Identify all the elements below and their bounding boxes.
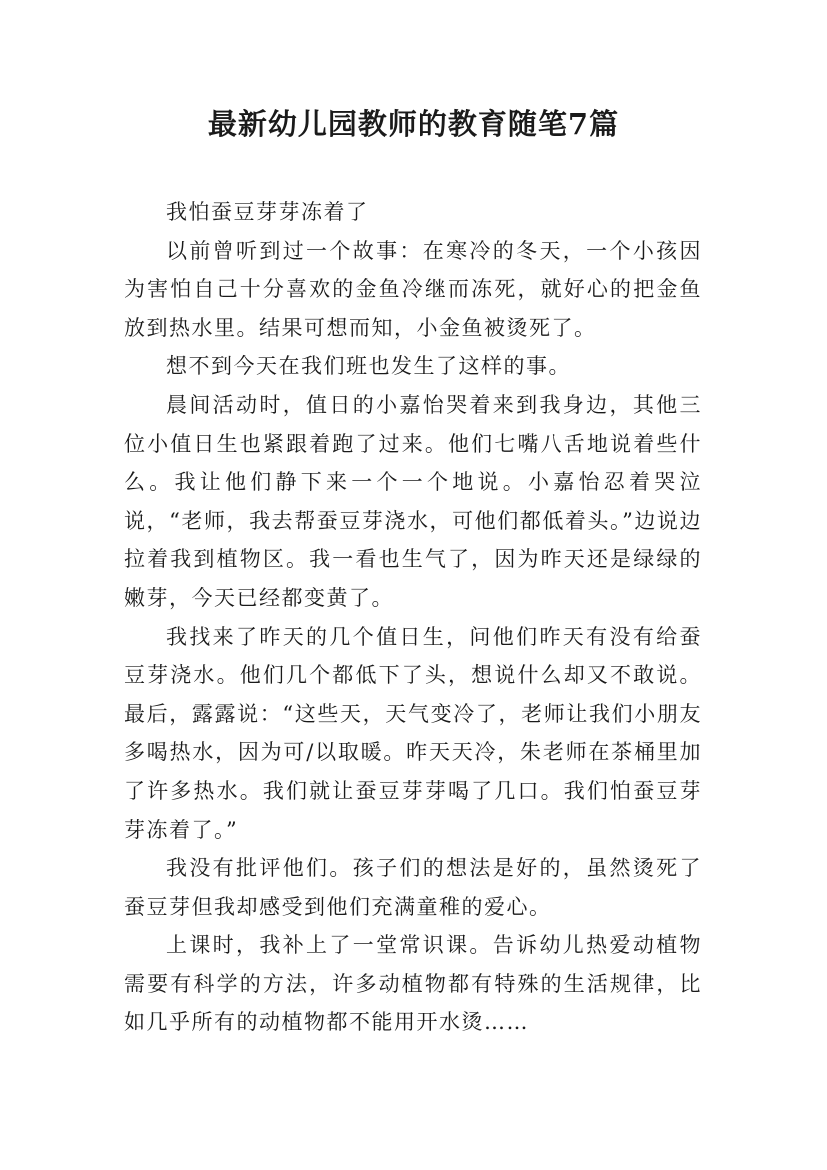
document-title: 最新幼儿园教师的教育随笔7篇	[207, 107, 620, 141]
paragraph: 想不到今天在我们班也发生了这样的事。	[166, 354, 571, 379]
paragraph: 上课时，我补上了一堂常识课。告诉幼儿热爱动植物需要有科学的方法，许多动植物都有特殊的生活规律，比如几乎所有的动植物都不能用开水烫……	[124, 933, 702, 1035]
paragraph: 我没有批评他们。孩子们的想法是好的，虽然烫死了蚕豆芽但我却感受到他们充满童稚的爱心。	[124, 856, 702, 919]
paragraph: 晨间活动时，值日的小嘉怡哭着来到我身边，其他三位小值日生也紧跟着跑了过来。他们七嘴八舌地说着些什么。我让他们静下来一个一个地说。小嘉怡忍着哭泣说，“老师，我去帮蚕豆芽浇水，可他们都低着头。”边说边拉着我到植物区。我一看也生气了，因为昨天还是绿绿的嫩芽，今天已经都变黄了。	[124, 392, 702, 610]
section-heading: 我怕蚕豆芽芽冻着了	[166, 200, 369, 224]
paragraph: 我找来了昨天的几个值日生，问他们昨天有没有给蚕豆芽浇水。他们几个都低下了头，想说什么却又不敢说。最后，露露说：“这些天，天气变冷了，老师让我们小朋友多喝热水，因为可/以取暖。昨天天冷，朱老师在茶桶里加了许多热水。我们就让蚕豆芽芽喝了几口。我们怕蚕豆芽芽冻着了。”	[124, 624, 702, 842]
document-body	[124, 193, 702, 1042]
paragraph: 以前曾听到过一个故事：在寒冷的冬天，一个小孩因为害怕自己十分喜欢的金鱼冷继而冻死，就好心的把金鱼放到热水里。结果可想而知，小金鱼被烫死了。	[124, 238, 702, 340]
